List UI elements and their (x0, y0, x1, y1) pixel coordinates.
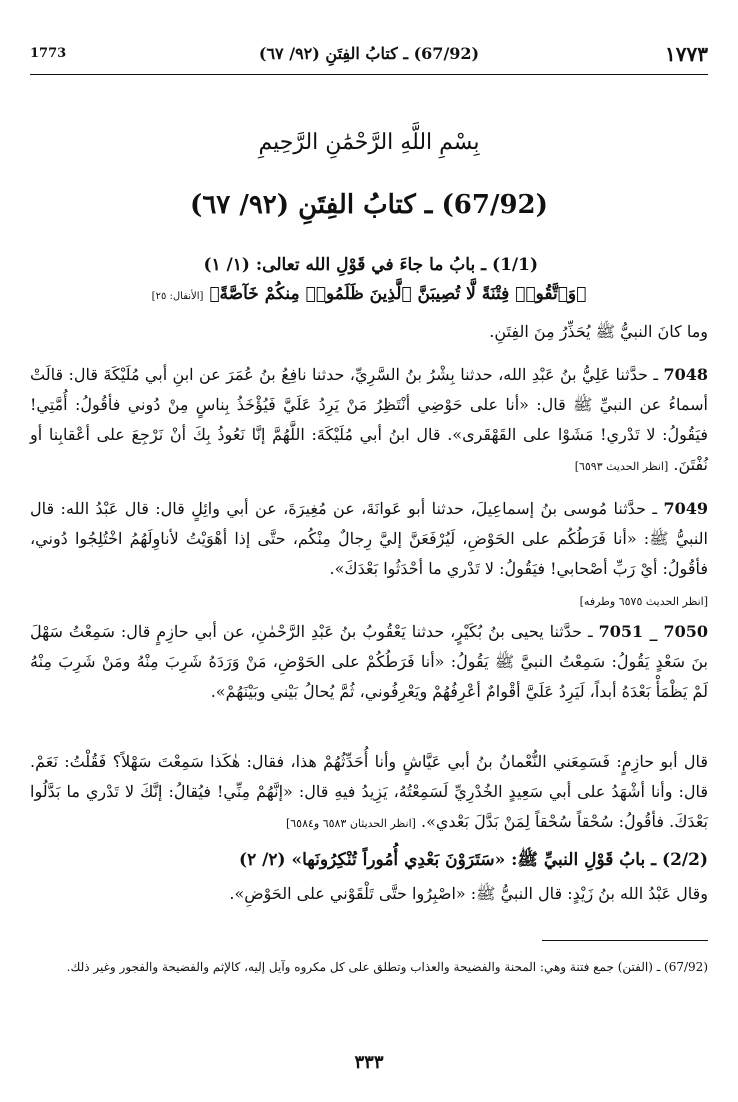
hadith-text: ـ حدَّثنا يحيى بنُ بُكَيْرٍ، حدثنا يَعْقُوبُ بنُ عَبْدِ الرَّحْمٰنِ، عن أبي حازِمٍ قال: سَمِعْتُ سَهْلَ بنَ سَعْدٍ يَقُولُ: سَمِعْتُ النبيَّ ﷺ يَقُولُ: «أنا فَرَطُكُمْ على الحَوْضِ، مَنْ وَرَدَهُ شَرِبَ مِنْهُ ومَنْ شَرِبَ مِنْهُ لَمْ يَظْمَأْ بَعْدَهُ أبداً، لَيَرِدُ عَلَيَّ أقْوامٌ أعْرِفُهُمْ ويَعْرِفُوني، ثُمَّ يُحالُ بَيْني وبَيْنَهُمْ». (30, 622, 709, 701)
running-header (30, 40, 708, 70)
header-rule (30, 74, 708, 75)
chapter-heading-1: (1/1) ـ بابُ ما جاءَ في قَوْلِ الله تعالى: (١/ ١) (203, 255, 538, 275)
running-title: (67/92) ـ كتابُ الفِتَنِ (٩٢/ ٦٧) (258, 44, 480, 63)
hadith-number: 7049 (663, 499, 708, 518)
footnote: (67/92) ـ (الفتن) جمع فتنة وهي: المحنة والفضيحة والعذاب وتطلق على كل مكروه وآيل إليه، كالإثم والفضيحة والفجور وغير ذلك. (66, 960, 708, 974)
page-number-latin: 1773 (30, 46, 67, 61)
chapter-heading-2: (2/2) ـ بابُ قَوْلِ النبيِّ ﷺ: «سَتَرَوْنَ بَعْدِي أُمُوراً تُنْكِرُونَها» (٢/ ٢) (239, 850, 708, 870)
hadith-reference: [انظر الحديث ٦٥٩٣] (574, 460, 669, 473)
hadith-text: ـ حدَّثنا مُوسى بنُ إسماعِيلَ، حدثنا أبو عَوانَةَ، عن مُغِيرَةَ، عن أبي وائِلٍ قال: قال عَبْدُ الله: قال النبيُّ ﷺ: «أنا فَرَطُكُم على الحَوْضِ، لَيُرْفَعَنَّ إليَّ رِجالٌ مِنْكُم، حتَّى إذا أهْوَيْتُ لأناوِلَهُمُ اخْتُلِجُوا دُوني، فأقُولُ: أيْ رَبِّ أصْحابي! فيَقُولُ: لا تَدْري ما أحْدَثُوا بَعْدَكَ». (30, 499, 709, 578)
hadith-7048 (30, 360, 708, 482)
chapter-quote: وقال عَبْدُ الله بنُ زَيْدٍ: قال النبيُّ ﷺ: «اصْبِرُوا حتَّى تَلْقَوْني على الحَوْضِ». (229, 884, 708, 903)
page-number-footer: ٣٣٣ (354, 1052, 384, 1073)
basmala: بِسْمِ اللَّهِ الرَّحْمَٰنِ الرَّحِيمِ (258, 130, 480, 155)
book-title: (67/92) ـ كتابُ الفِتَنِ (٩٢/ ٦٧) (190, 190, 548, 220)
hadith-reference: [انظر الحديث ٦٥٧٥ وطرفه] (579, 595, 708, 608)
hadith-7050: 7050 _ 7051 ـ حدَّثنا يحيى بنُ بُكَيْرٍ، حدثنا يَعْقُوبُ بنُ عَبْدِ الرَّحْمٰنِ، عن أبي حازِمٍ قال: سَمِعْتُ سَهْلَ بنَ سَعْدٍ يَقُولُ: سَمِعْتُ النبيَّ ﷺ يَقُولُ: «أنا فَرَطُكُمْ على الحَوْضِ، مَنْ وَرَدَهُ شَرِبَ مِنْهُ ومَنْ شَرِبَ مِنْهُ لَمْ يَظْمَأْ بَعْدَهُ أبداً، لَيَرِدُ عَلَيَّ أقْوامٌ أعْرِفُهُمْ ويَعْرِفُوني، ثُمَّ يُحالُ بَيْني وبَيْنَهُمْ». (30, 622, 709, 701)
hadith-number-secondary: 7051 (598, 622, 644, 641)
quran-reference: [الأنفال: ٢٥] (151, 291, 204, 302)
quran-text: ﴿وَٱتَّقُوا۟ فِتْنَةً لَّا تُصِيبَنَّ ٱلَّذِينَ ظَلَمُوا۟ مِنكُمْ خَآصَّةً﴾ (209, 284, 587, 304)
hadith-text: قال أبو حازِمٍ: فَسَمِعَني النُّعْمانُ بنُ أبي عَيَّاشٍ وأنا أُحَدِّثُهُمْ هذا، فقال: هٰكَذا سَمِعْتَ سَهْلاً؟ فَقُلْتُ: نَعَمْ. قال: وأنا أشْهَدُ على أبي سَعِيدٍ الخُدْرِيِّ لَسَمِعْتُهُ، يَزِيدُ فيهِ قال: «إنَّهُمْ مِنِّي! فيُقالُ: إنَّكَ لا تَدْري ما بَدَّلُوا بَعْدَكَ. فأقُولُ: سُحْقاً سُحْقاً لِمَنْ بَدَّلَ بَعْدي». (30, 752, 708, 831)
hadith-number: 7048 (663, 365, 708, 384)
hadith-7050-continuation (30, 747, 708, 839)
hadith-number: 7050 (663, 622, 709, 641)
chapter-intro: وما كانَ النبيُّ ﷺ يُحَذِّرُ مِنَ الفِتَنِ. (489, 322, 708, 341)
hadith-reference: [انظر الحديثان ٦٥٨٣ و٦٥٨٤] (285, 817, 416, 830)
quran-verse (30, 284, 708, 304)
hadith-7049 (30, 494, 708, 584)
page-number-arabic: ١٧٧٣ (665, 42, 708, 66)
hadith-text: ـ حدَّثنا عَلِيُّ بنُ عَبْدِ الله، حدثنا بِشْرُ بنُ السَّرِيِّ، حدثنا نافِعُ بنُ عُمَرَ عن ابنِ أبي مُلَيْكَةَ قال: قالَتْ أسماءُ عن النبيِّ ﷺ قال: «أنا على حَوْضِي أنْتَظِرُ مَنْ يَرِدُ عَلَيَّ فَيُؤْخَذُ بِناسٍ مِنْ دُوني فأقُولُ: أُمَّتِي! فيَقُولُ: لا تَدْري! مَشَوْا على القَهْقَرى». قال ابنُ أبي مُلَيْكَةَ: اللَّهُمَّ إنَّا نَعُوذُ بِكَ أنْ نَرْجِعَ على أعْقابِنا أو نُفْتَنَ. (30, 365, 709, 474)
footnote-rule (542, 940, 708, 941)
